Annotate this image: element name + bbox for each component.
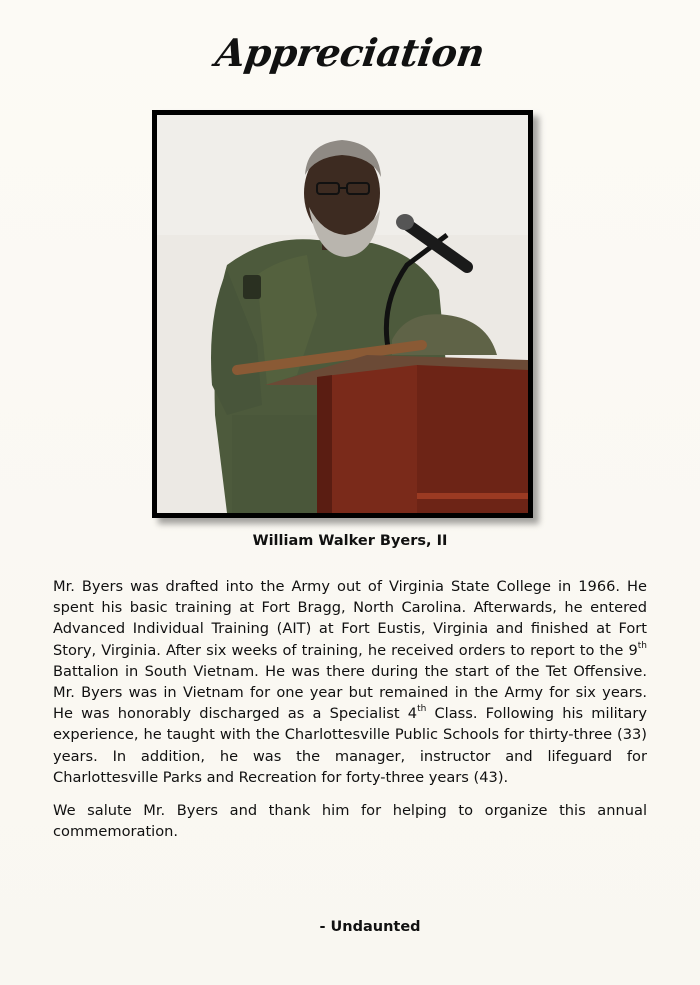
tribute-body <box>53 576 647 854</box>
page-title: Appreciation <box>212 30 488 75</box>
paragraph-text: Mr. Byers was drafted into the Army out of Virginia State College in 1966. He spent his basic training at Fort Bragg, North Carolina. Afterwards, he entered Advanced Individual Training (AIT) at Fort Eustis, Virginia and finished at Fort Story, Virginia. After six weeks of training, he received orders to report to the 9 <box>53 578 647 659</box>
speaker-photo <box>157 115 528 513</box>
photo-caption: William Walker Byers, II <box>252 533 448 549</box>
photo-frame <box>152 110 533 518</box>
ordinal-suffix: th <box>417 704 427 715</box>
paragraph-text: Class. Following his military experience, he taught with the Charlottesville Public Schools for thirty-three (33) years. In addition, he was the manager, instructor and lifeguard for Charlottesville Parks and Recreation for forty-three years (43). <box>53 705 647 786</box>
paragraph-text: Battalion in South Vietnam. He was there during the start of the Tet Offensive. Mr. Byers was in Vietnam for one year but remained in the Army for six years. He was honorably discharged as a Specialist 4 <box>53 662 647 723</box>
ordinal-suffix: th <box>637 640 647 651</box>
biography-paragraph <box>53 576 647 788</box>
salute-paragraph: We salute Mr. Byers and thank him for helping to organize this annual commemoration. <box>53 802 647 841</box>
signoff: - Undaunted <box>319 919 421 935</box>
